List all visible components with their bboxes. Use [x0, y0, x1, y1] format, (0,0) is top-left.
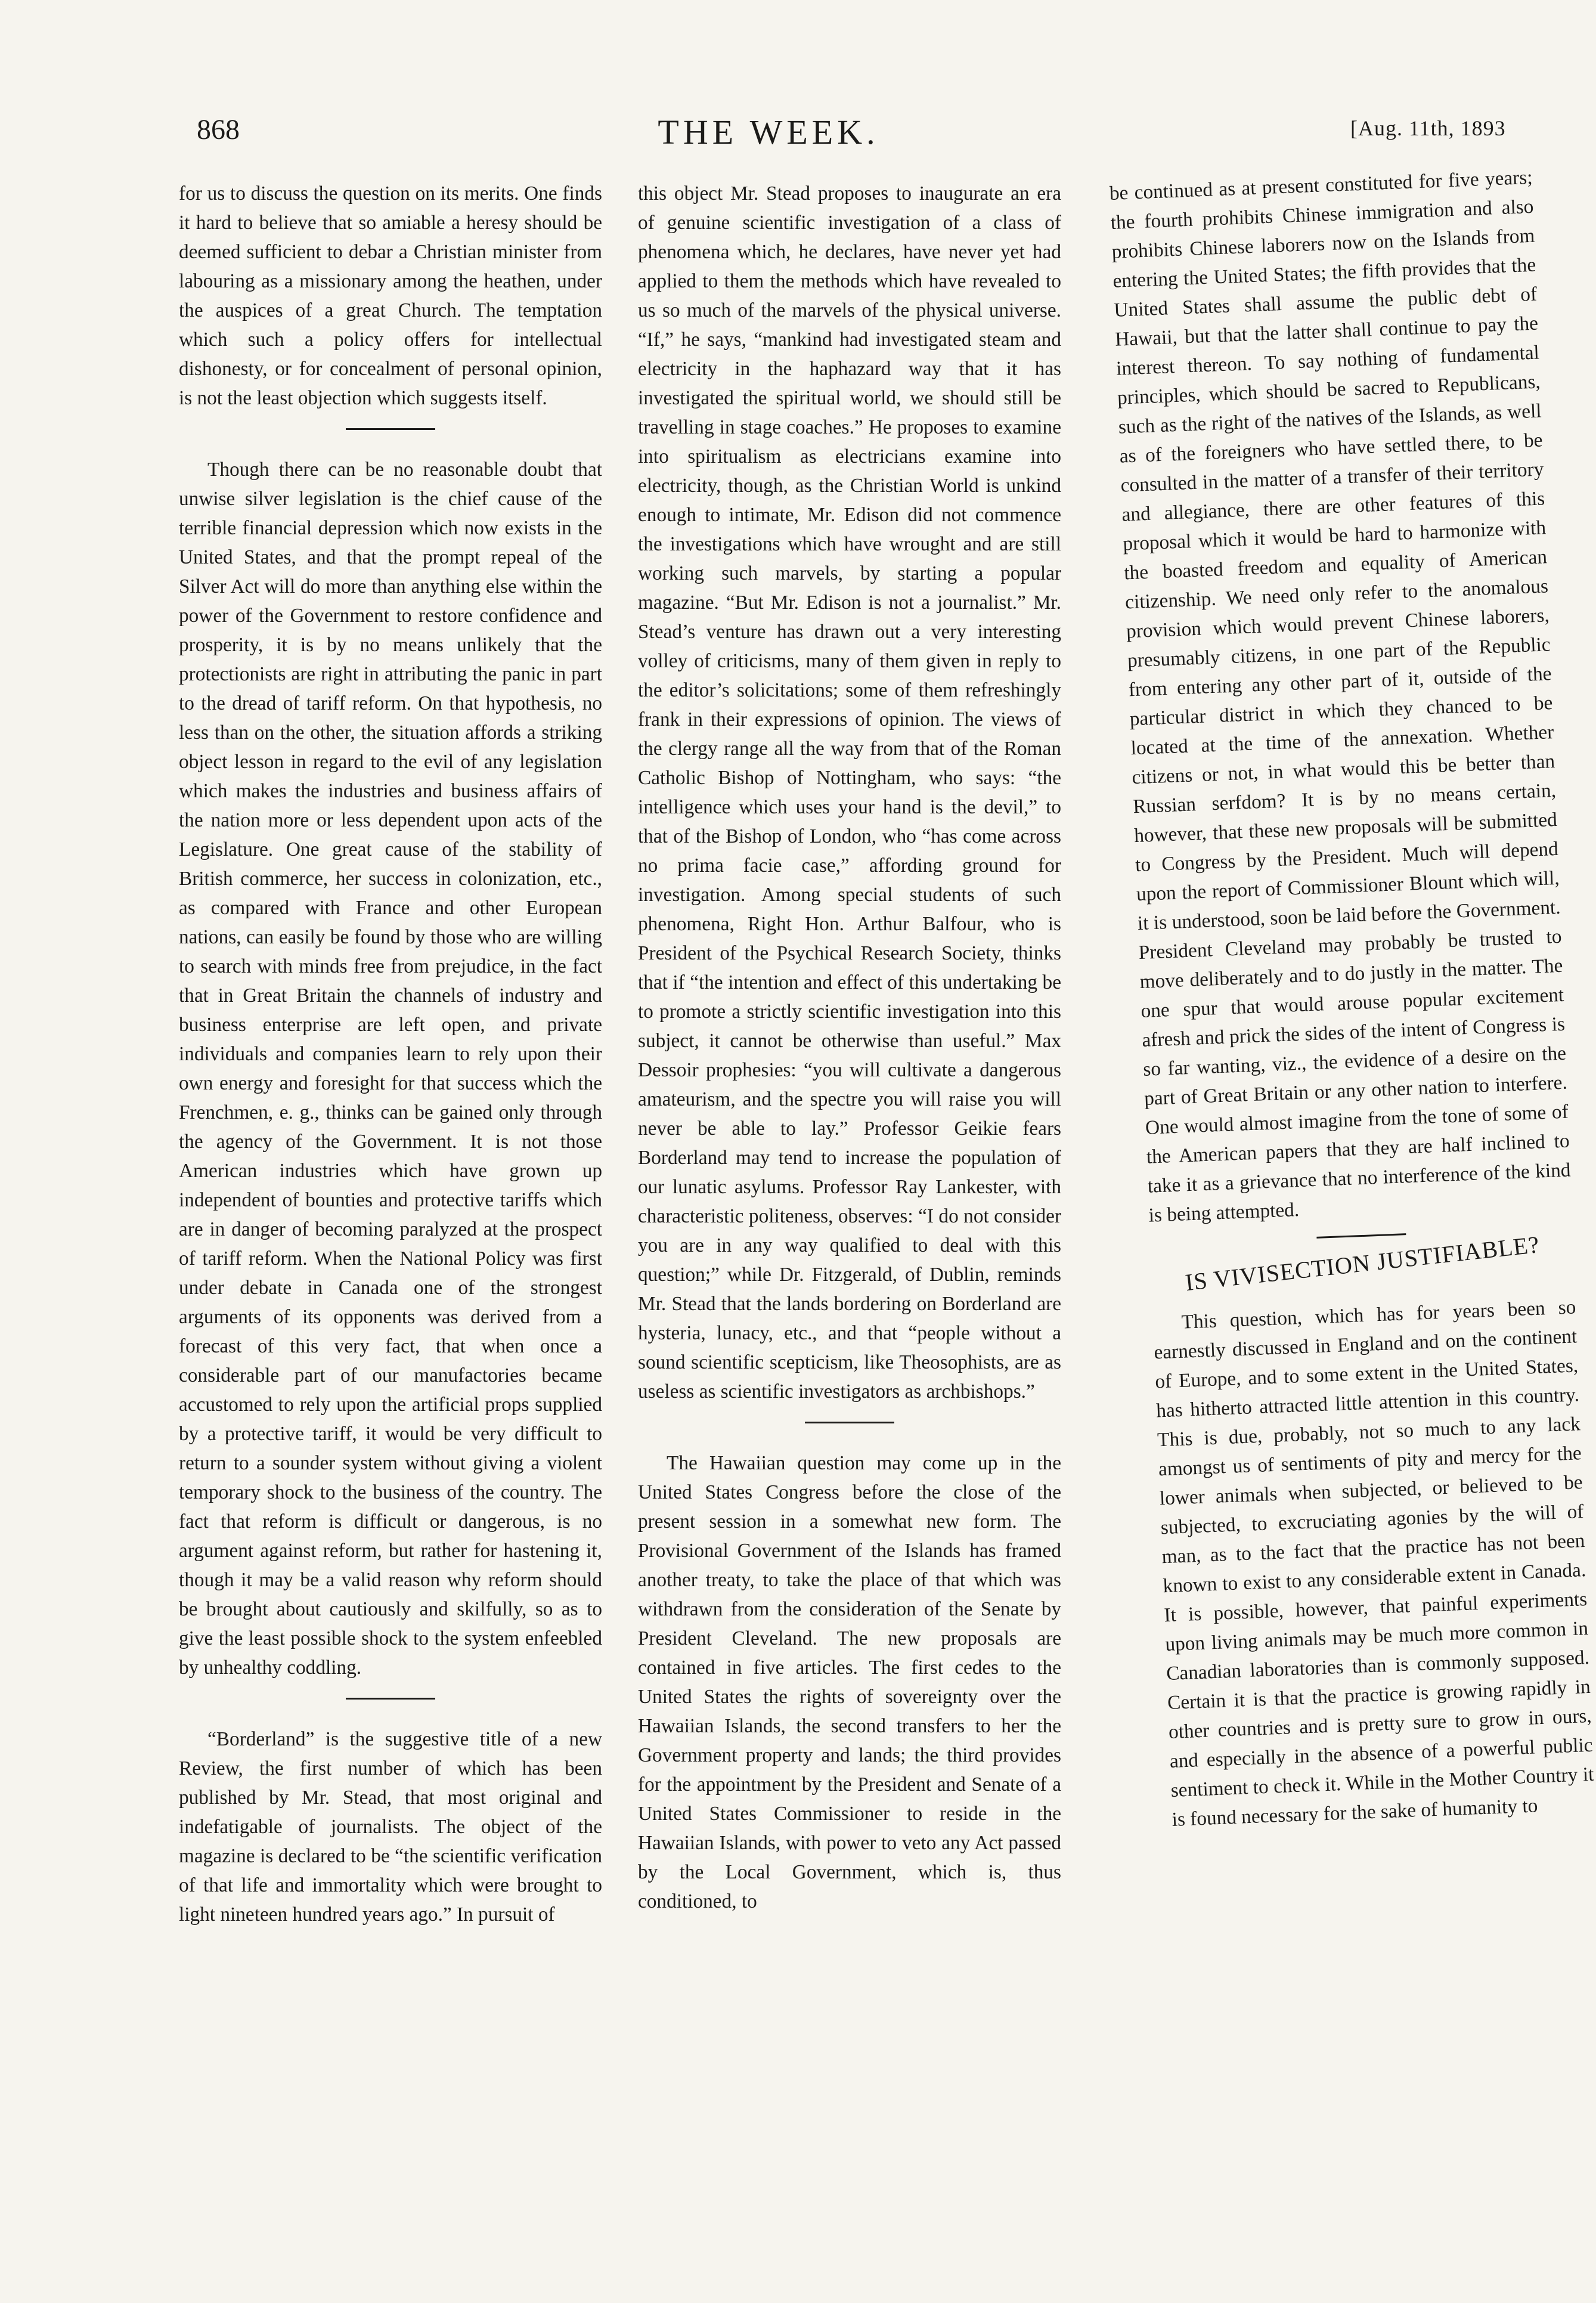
page-header	[0, 0, 1537, 179]
paragraph-borderland-continued: this object Mr. Stead proposes to inaugurate an era of genuine scientific investigation of a class of phenomena which, he declares, have never yet had applied to them the methods which have revealed to us so much of the marvels of the physical universe. “If,” he says, “mankind had investigated steam and electricity in the haphazard way that it has investigated the spiritual world, we should still be travelling in stage coaches.” He proposes to examine into spiritualism as electricians examine into electricity, though, as the Christian World is unkind enough to intimate, Mr. Edison did not commence the investigations which have wrought and are still working such marvels, by starting a popular magazine. “But Mr. Edison is not a journalist.” Mr. Stead’s venture has drawn out a very interesting volley of criticisms, many of them given in reply to the editor’s solicitations; some of them refreshingly frank in their expressions of opinion. The views of the clergy range all the way from that of the Roman Catholic Bishop of Nottingham, who says: “the intelligence which uses your hand is the devil,” to that of the Bishop of London, who “has come across no prima facie case,” affording ground for investigation. Among special students of such phenomena, Right Hon. Arthur Balfour, who is President of the Psychical Research Society, thinks that if “the intention and effect of this undertaking be to promote a strictly scientific investigation into this subject, it cannot be otherwise than useful.” Max Dessoir prophesies: “you will cultivate a dangerous amateurism, and the spectre you will raise you will never be able to lay.” Professor Geikie fears Borderland may tend to increase the population of our lunatic asylums. Professor Ray Lankester, with characteristic politeness, observes: “I do not consider you are in any way qualified to deal with this question;” while Dr. Fitzgerald, of Dublin, reminds Mr. Stead that the lands bordering on Borderland are hysteria, lunacy, etc., and that “people without a sound scientific scepticism, like Theosophists, are as useless as scientific investigators as archbishops.”	[638, 182, 1061, 1403]
section-divider	[805, 1422, 894, 1423]
page-number: 868	[197, 114, 240, 146]
issue-date: [Aug. 11th, 1893	[1350, 116, 1506, 140]
paragraph-borderland-intro: “Borderland” is the suggestive title of a new Review, the first number of which has been published by Mr. Stead, that most original and indefatigable of journalists. The object of the magazine is declared to be “the scientific verification of that life and immortality which were brought to light nineteen hundred years ago.” In pursuit of	[179, 1728, 602, 1926]
paragraph-missionary-heresy: for us to discuss the question on its merits. One finds it hard to believe that so amiable a heresy should be deemed sufficient to debar a Christian minister from labouring as a missionary among the heathen, under the auspices of a great Church. The temptation which such a policy offers for intellectual dishonesty, or for concealment of personal opinion, is not the least objection which suggests itself.	[179, 182, 602, 409]
section-divider	[346, 1698, 435, 1700]
paragraph-hawaiian-question: The Hawaiian question may come up in the United States Congress before the close of the present session in a somewhat new form. The Provisional Government of the Islands has framed another treaty, to take the place of that which was withdrawn from the consideration of the Senate by President Cleveland. The new proposals are contained in five articles. The first cedes to the United States the rights of sovereignty over the Hawaiian Islands, the second transfers to her the Government property and lands; the third provides for the appointment by the President and Senate of a United States Commissioner to reside in the Hawaiian Islands, with power to veto any Act passed by the Local Government, which is, thus conditioned, to	[638, 1452, 1061, 1912]
section-divider	[1316, 1233, 1406, 1239]
column-middle	[638, 179, 1061, 1916]
section-divider	[346, 428, 435, 430]
masthead-title: THE WEEK.	[658, 113, 879, 151]
column-left	[179, 179, 602, 1929]
column-right	[1109, 163, 1595, 1834]
section-title-vivisection: IS VIVISECTION JUSTIFIABLE?	[1183, 1230, 1541, 1296]
paragraph-silver-legislation: Though there can be no reasonable doubt that unwise silver legislation is the chief cause of the terrible financial depression which now exists in the United States, and that the prompt repeal of the Silver Act will do more than anything else within the power of the Government to restore confidence and prosperity, it is by no means unlikely that the protectionists are right in attributing the panic in part to the dread of tariff reform. On that hypothesis, no less than on the other, the situation affords a striking object lesson in regard to the evil of any legislation which makes the industries and business affairs of the nation more or less dependent upon acts of the Legislature. One great cause of the stability of British commerce, her success in colonization, etc., as compared with France and other European nations, can easily be found by those who are willing to search with minds free from prejudice, in the fact that in Great Britain the channels of industry and business enterprise are left open, and private individuals and companies learn to rely upon their own energy and foresight for that success which the Frenchmen, e. g., thinks can be gained only through the agency of the Government. It is not those American industries which have grown up independent of bounties and protective tariffs which are in danger of becoming paralyzed at the prospect of tariff reform. When the National Policy was first under debate in Canada one of the strongest arguments of its opponents was derived from a forecast of this very fact, that when once a considerable part of our manufactories became accustomed to rely upon the artificial props supplied by a protective tariff, it would be very difficult to return to a sounder system without giving a violent temporary shock to the business of the country. The fact that reform is difficult or dangerous, is no argument against reform, but rather for hastening it, though it may be a valid reason why reform should be brought about cautiously and skilfully, so as to give the least possible shock to the system enfeebled by unhealthy coddling.	[179, 459, 602, 1679]
paragraph-hawaiian-continued: be continued as at present constituted for five years; the fourth prohibits Chinese immigration and also prohibits Chinese laborers now on the Islands from entering the United States; the fifth provides that the United States shall assume the public debt of Hawaii, but that the latter shall continue to pay the interest thereon. To say nothing of fundamental principles, which should be sacred to Republicans, such as the right of the natives of the Islands, as well as of the foreigners who have settled there, to be consulted in the matter of a transfer of their territory and allegiance, there are other features of this proposal which it would be hard to harmonize with the boasted freedom and equality of American citizenship. We need only refer to the anomalous provision which would prevent Chinese laborers, presumably citizens, in one part of the Republic from entering any other part of it, outside of the particular district in which they chanced to be located at the time of the annexation. Whether citizens or not, in what would this be better than Russian serfdom? It is by no means certain, however, that these new proposals will be submitted to Congress by the President. Much will depend upon the report of Commissioner Blount which will, it is understood, soon be laid before the Government. President Cleveland may probably be trusted to move deliberately and to do justly in the matter. The one spur that would arouse popular excitement afresh and prick the sides of the intent of Congress is so far wanting, viz., the evidence of a desire on the part of Great Britain or any other nation to interfere. One would almost imagine from the tone of some of the American papers that they are half inclined to take it as a grievance that no interference of the kind is being attempted.	[1109, 166, 1572, 1227]
paragraph-vivisection: This question, which has for years been so earnestly discussed in England and on the continent of Europe, and to some extent in the United States, has hitherto attracted little attention in this country. This is due, probably, not so much to any lack amongst us of sentiments of pity and mercy for the lower animals when subjected, or believed to be subjected, to excruciating agonies by the will of man, as to the fact that the practice has not been known to exist to any considerable extent in Canada. It is possible, however, that painful experiments upon living animals may be much more common in Canadian laboratories than is commonly supposed. Certain it is that the practice is growing rapidly in other countries and is pretty sure to grow in ours, and especially in the absence of a powerful public sentiment to check it. While in the Mother Country it is found necessary for the sake of humanity to	[1153, 1296, 1595, 1831]
